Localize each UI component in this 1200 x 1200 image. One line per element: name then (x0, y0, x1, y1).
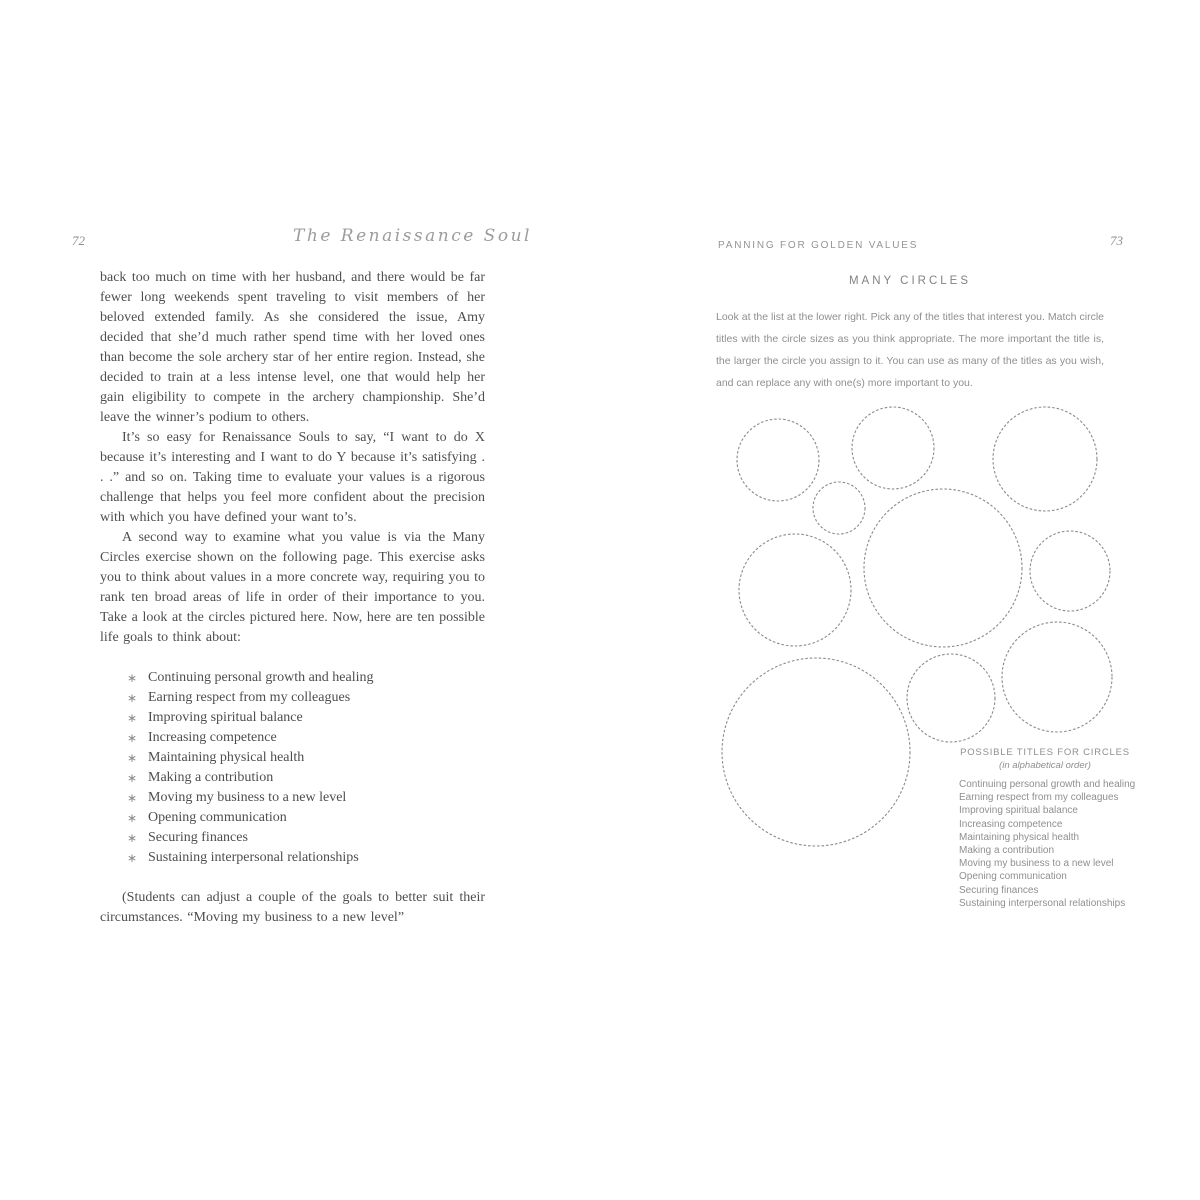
titles-heading: POSSIBLE TITLES FOR CIRCLES (960, 747, 1130, 758)
goal-item: ∗ Continuing personal growth and healing (127, 668, 485, 688)
possible-titles-box (946, 747, 1144, 910)
paragraph-1: back too much on time with her husband, and there would be far fewer long weekends spent traveling to visit members of her beloved extended family. As she considered the issue, Amy decided that she’d much rather spend time with her loved ones than become the sole archery star of her entire region. Instead, she decided to train at a less intense level, one that would help her gain eligibility to compete in the archery championship. She’d leave the winner’s podium to others. (100, 270, 485, 425)
goal-item: ∗ Improving spiritual balance (127, 708, 485, 728)
value-circle (864, 489, 1022, 647)
value-circle (993, 407, 1097, 511)
goal-item: ∗ Making a contribution (127, 768, 485, 788)
title-item: Maintaining physical health (959, 831, 1080, 843)
goal-item: ∗ Opening communication (127, 808, 485, 828)
closing-paragraph: (Students can adjust a couple of the goals to better suit their circumstances. “Moving my business to a new level” (100, 890, 485, 925)
paragraph-3: A second way to examine what you value is via the Many Circles exercise shown on the following page. This exercise asks you to think about values in a more concrete way, requiring you to rank ten broad areas of life in order of their importance to you. Take a look at the circles pictured here. Now, here are ten possible life goals to think about: (100, 530, 485, 645)
goal-item: ∗ Securing finances (127, 828, 485, 848)
titles-subheading: (in alphabetical order) (999, 760, 1091, 771)
title-item: Sustaining interpersonal relationships (959, 897, 1126, 909)
title-item: Continuing personal growth and healing (959, 779, 1136, 790)
exercise-intro: Look at the list at the lower right. Pick any of the titles that interest you. Match circle titles with the circle sizes as you think appropriate. The more important the title is, the larger the circle you assign to it. You can use as many of the titles as you wish, and can replace any with one(s) more important to you. (716, 311, 1104, 389)
value-circle (722, 658, 910, 846)
value-circle (852, 407, 934, 489)
value-circle (737, 419, 819, 501)
left-page-body (100, 268, 485, 928)
value-circle (907, 654, 995, 742)
goal-item: ∗ Maintaining physical health (127, 748, 485, 768)
title-item: Earning respect from my colleagues (959, 792, 1119, 804)
goal-item: ∗ Sustaining interpersonal relationships (127, 848, 485, 868)
title-item: Making a contribution (959, 845, 1055, 857)
goal-item: ∗ Increasing competence (127, 728, 485, 748)
goal-item: ∗ Earning respect from my colleagues (127, 688, 485, 708)
running-head-right: PANNING FOR GOLDEN VALUES (718, 240, 919, 251)
running-head-left: The Renaissance Soul (293, 226, 532, 246)
goal-item: ∗ Moving my business to a new level (127, 788, 485, 808)
paragraph-2: It’s so easy for Renaissance Souls to say, “I want to do X because it’s interesting and I want to do Y because it’s satisfying . . .” and so on. Taking time to evaluate your values is a rigorous challenge that helps you feel more confident about the precision with which you have defined your want to’s. (100, 430, 485, 525)
value-circle (1030, 531, 1110, 611)
title-item: Improving spiritual balance (959, 805, 1078, 817)
title-item: Moving my business to a new level (959, 858, 1114, 870)
title-item: Securing finances (959, 884, 1039, 896)
value-circle (813, 482, 865, 534)
title-item: Opening communication (959, 871, 1067, 883)
goals-list (100, 668, 485, 868)
title-item: Increasing competence (959, 818, 1063, 830)
value-circle (739, 534, 851, 646)
titles-list (946, 778, 1144, 910)
page-number-left: 72 (72, 233, 85, 248)
section-title: MANY CIRCLES (848, 275, 972, 287)
page-number-right: 73 (1110, 233, 1123, 248)
value-circle (1002, 622, 1112, 732)
